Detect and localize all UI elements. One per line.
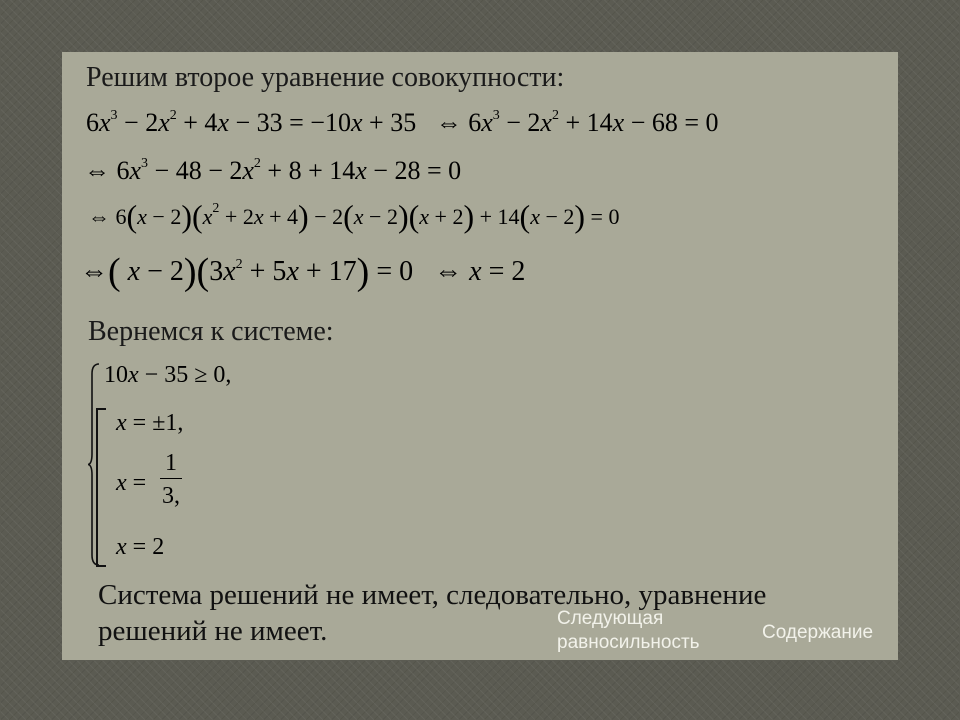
system-option-3: x = 2 — [116, 534, 165, 560]
system-option-2-prefix: x = — [116, 470, 147, 496]
system-heading: Вернемся к системе: — [88, 316, 334, 347]
contents-link[interactable]: Содержание — [762, 622, 874, 643]
system-inequality: 10x − 35 ≥ 0, — [104, 362, 232, 388]
equation-3: ⇔ $6(x - 2)(x^2 + 2x + 4) - 2(x - 2)(x + 2) + 14(x - 2) = 0$ — [88, 198, 620, 234]
conclusion-line-2: решений не имеет. — [98, 615, 328, 647]
next-equivalence-link[interactable] — [557, 607, 700, 655]
conclusion-line-1: Система решений не имеет, следовательно, уравнение — [98, 579, 767, 611]
equation-2: ⇔ $6x^3 - 48 - 2x^2 + 8 + 14x - 28 = 0$ — [84, 156, 462, 185]
option-bracket-icon — [96, 408, 106, 567]
fraction-numerator: 1 — [160, 448, 182, 479]
fraction-denominator: 3, — [162, 483, 180, 509]
section-heading: Решим второе уравнение совокупности: — [86, 62, 565, 93]
next-link-line-1: Следующая — [557, 608, 664, 629]
fraction-one-third — [160, 448, 182, 513]
equation-1: $6x^3 - 2x^2 + 4x - 33 = -10x + 35$ ⇔ $6x^3 - 2x^2 + 14x - 68 = 0$ — [86, 108, 719, 137]
slide-panel — [62, 52, 898, 660]
next-link-line-2: равносильность — [557, 632, 700, 653]
system-option-1: x = ±1, — [116, 410, 184, 436]
equation-4: ⇔( $x - 2)(3x^2 + 5x + 17) = 0$ ⇔ x = 2 — [80, 251, 526, 293]
